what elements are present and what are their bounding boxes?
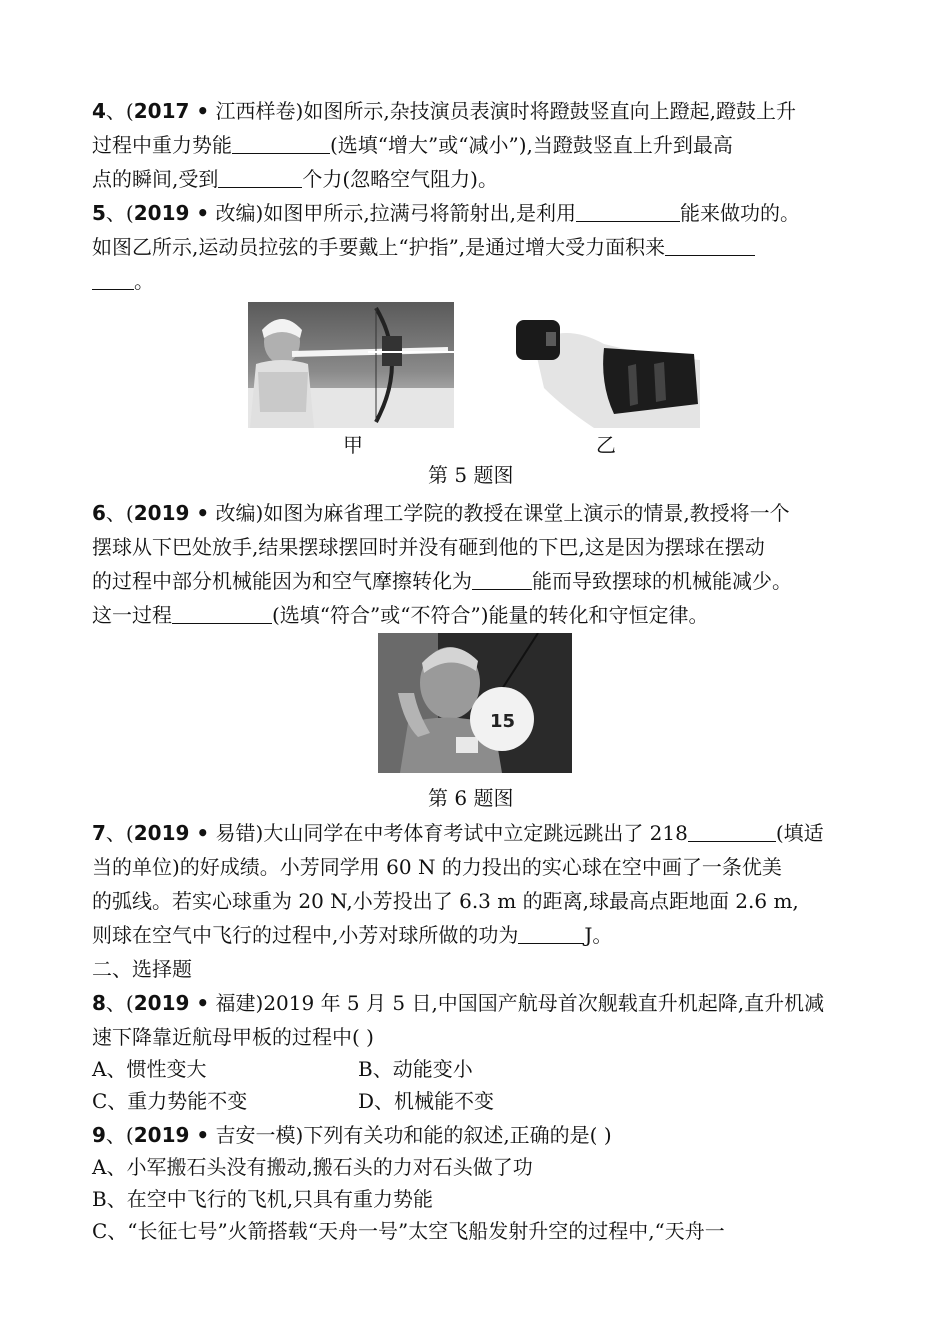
finger-guard-image [504,304,700,428]
q5-line-2: 如图乙所示,运动员拉弦的手要戴上“护指”,是通过增大受力面积来 [92,230,755,264]
q5-line-1: 5、(2019 • 改编)如图甲所示,拉满弓将箭射出,是利用 能来做功的。 [92,201,801,225]
section-heading: 二、选择题 [92,957,192,981]
figure-5-caption: 第 5 题图 [428,463,514,487]
q4-line-3: 点的瞬间,受到 个力(忽略空气阻力)。 [92,167,498,191]
pendulum-photo [378,633,572,773]
answer-blank[interactable] [472,567,532,590]
answer-blank[interactable] [688,819,776,842]
q8-line-1: 8、(2019 • 福建)2019 年 5 月 5 日,中国国产航母首次舰载直升机起降,直升机减 [92,991,825,1015]
q4-line-1: 4、(2017 • 江西样卷)如图所示,杂技演员表演时将蹬鼓竖直向上蹬起,蹬鼓上升 [92,99,797,123]
q6-line-1: 6、(2019 • 改编)如图为麻省理工学院的教授在课堂上演示的情景,教授将一个 [92,501,790,525]
answer-blank[interactable] [232,131,330,154]
q6-line-2: 摆球从下巴处放手,结果摆球摆回时并没有砸到他的下巴,这是因为摆球在摆动 [92,535,765,559]
q8-number: 8 [92,991,106,1015]
answer-blank[interactable] [665,233,755,256]
archer-image [248,302,454,428]
q7-line-1: 7、(2019 • 易错)大山同学在中考体育考试中立定跳远跳出了 218 (填适 [92,821,824,845]
q8-option-d[interactable]: D、机械能不变 [358,1089,495,1113]
q9-number: 9 [92,1123,106,1147]
archer-photo [248,302,454,428]
q6-number: 6 [92,501,106,525]
q5-number: 5 [92,201,106,225]
q9-option-b[interactable]: B、在空中飞行的飞机,只具有重力势能 [92,1187,434,1211]
q8-option-b[interactable]: B、动能变小 [358,1057,473,1081]
q9-option-a[interactable]: A、小军搬石头没有搬动,搬石头的力对石头做了功 [92,1155,533,1179]
finger-guard-photo [504,304,700,428]
q8-option-a[interactable]: A、惯性变大 [92,1057,207,1081]
q9-option-c[interactable]: C、“长征七号”火箭搭载“天舟一号”太空飞船发射升空的过程中,“天舟一 [92,1219,725,1243]
label-yi: 乙 [596,433,616,457]
figure-6-caption: 第 6 题图 [428,786,514,810]
q7-line-3: 的弧线。若实心球重为 20 N,小芳投出了 6.3 m 的距离,球最高点距地面 2.6 m, [92,889,799,913]
ball-number: 15 [490,711,516,732]
q6-line-4: 这一过程 (选填“符合”或“不符合”)能量的转化和守恒定律。 [92,603,709,627]
q8-line-2: 速下降靠近航母甲板的过程中( ) [92,1025,374,1049]
q7-number: 7 [92,821,106,845]
q5-line-3: 。 [92,264,154,298]
pendulum-image [378,633,572,773]
q4-number: 4 [92,99,106,123]
q7-line-2: 当的单位)的好成绩。小芳同学用 60 N 的力投出的实心球在空中画了一条优美 [92,855,782,879]
q6-line-3: 的过程中部分机械能因为和空气摩擦转化为 能而导致摆球的机械能减少。 [92,569,792,593]
q4-line-2: 过程中重力势能 (选填“增大”或“减小”),当蹬鼓竖直上升到最高 [92,133,733,157]
q9-line-1: 9、(2019 • 吉安一模)下列有关功和能的叙述,正确的是( ) [92,1123,612,1147]
label-jia: 甲 [343,433,363,457]
q7-line-4: 则球在空气中飞行的过程中,小芳对球所做的功为 J。 [92,923,613,947]
answer-blank[interactable] [92,267,134,290]
answer-blank[interactable] [172,601,272,624]
answer-blank[interactable] [576,199,680,222]
q8-option-c[interactable]: C、重力势能不变 [92,1089,248,1113]
answer-blank[interactable] [518,921,584,944]
answer-blank[interactable] [218,165,302,188]
